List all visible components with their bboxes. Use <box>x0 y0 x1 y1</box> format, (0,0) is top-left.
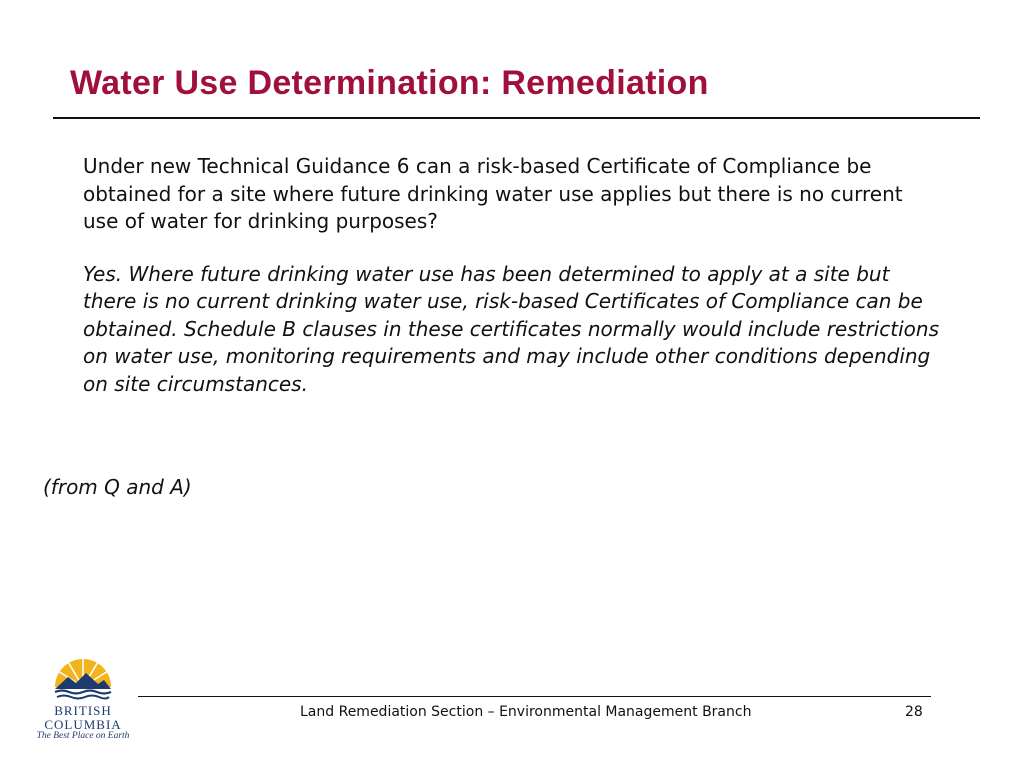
source-note: (from Q and A) <box>43 475 192 499</box>
title-divider <box>53 117 980 119</box>
slide-body <box>83 153 943 398</box>
answer-text: Yes. Where future drinking water use has been determined to apply at a site but there is no current drinking water use, risk-based Certificates of Compliance can be obtained. Schedule B clauses in these certificates normally would include restrictions on water use, monitoring requirements and may include other conditions depending on site circumstances. <box>83 261 939 396</box>
bc-sun-mountain-icon <box>28 657 138 703</box>
logo-tagline: The Best Place on Earth <box>36 731 130 741</box>
slide-title: Water Use Determination: Remediation <box>70 64 709 102</box>
footer-divider <box>138 696 931 697</box>
logo-line-columbia: COLUMBIA <box>44 717 122 732</box>
footer-text: Land Remediation Section – Environmental Management Branch <box>300 704 752 720</box>
bc-logo <box>28 657 138 743</box>
question-text: Under new Technical Guidance 6 can a risk-based Certificate of Compliance be obtained for a site where future drinking water use applies but there is no current use of water for drinking purposes? <box>83 154 903 233</box>
logo-line-british: BRITISH <box>54 703 112 718</box>
page-number: 28 <box>905 704 923 720</box>
